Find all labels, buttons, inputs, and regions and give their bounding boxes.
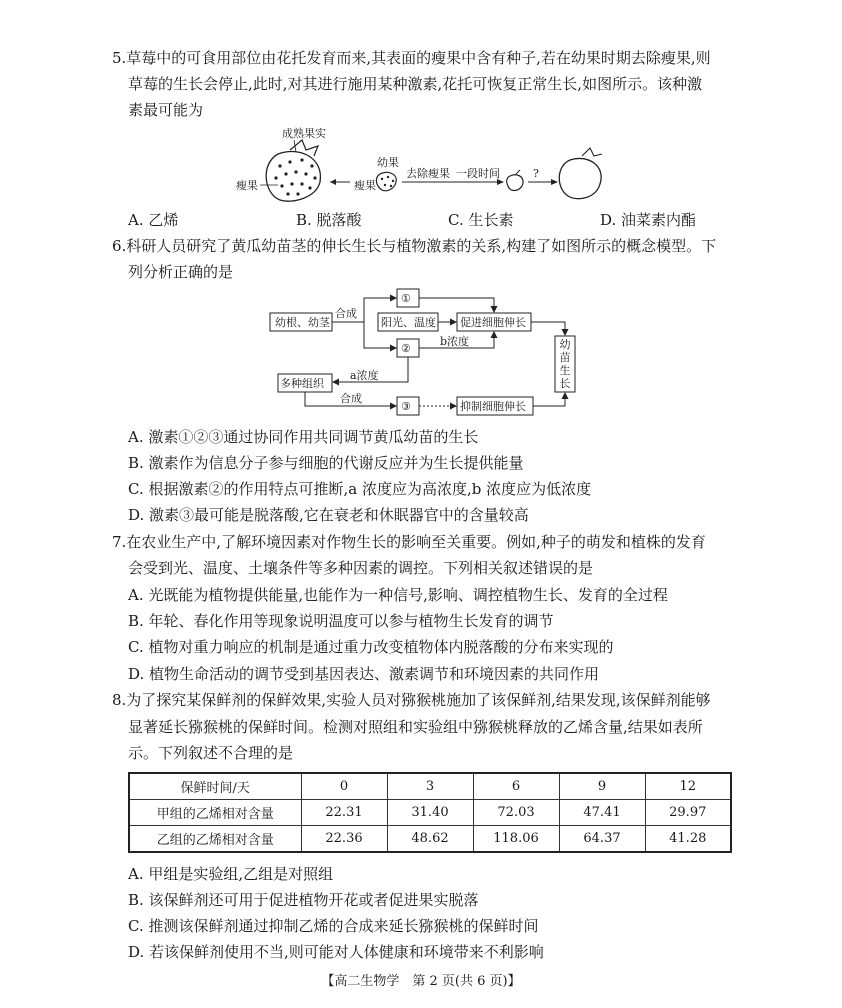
table-cell: 31.40 <box>387 800 473 826</box>
young-fruit-label: 幼果 <box>377 156 399 169</box>
light-temp-text: 阳光、温度 <box>381 316 436 329</box>
q5-options <box>128 207 738 233</box>
large-receptacle-icon <box>559 148 602 199</box>
q6-option-c[interactable]: C. 根据激素②的作用特点可推断,a 浓度应为高浓度,b 浓度应为低浓度 <box>128 480 592 498</box>
young-strawberry-icon <box>376 172 396 190</box>
root-stem-text: 幼根、幼茎 <box>275 316 330 329</box>
q7-option-a[interactable]: A. 光既能为植物提供能量,也能作为一种信号,影响、调控植物生长、发育的全过程 <box>128 586 668 604</box>
q6-stem-line-2: 列分析正确的是 <box>128 263 234 281</box>
promote-text: 促进细胞伸长 <box>460 316 526 329</box>
q6-option-b[interactable]: B. 激素作为信息分子参与细胞的代谢反应并为生长提供能量 <box>128 454 524 472</box>
table-cell: 甲组的乙烯相对含量 <box>129 800 301 826</box>
q7-option-b[interactable]: B. 年轮、春化作用等现象说明温度可以参与植物生长发育的调节 <box>128 612 554 630</box>
table-header-cell: 0 <box>301 773 387 800</box>
q5-option-a[interactable]: A. 乙烯 <box>128 211 179 229</box>
q7-stem-line-2: 会受到光、温度、土壤条件等多种因素的调控。下列相关叙述错误的是 <box>128 559 594 577</box>
q8-option-a[interactable]: A. 甲组是实验组,乙组是对照组 <box>128 865 334 883</box>
tissues-text: 多种组织 <box>280 377 324 390</box>
q6-stem-line-1: 6.科研人员研究了黄瓜幼苗茎的伸长生长与植物激素的关系,构建了如图所示的概念模型。下 <box>112 237 717 255</box>
q7-option-c[interactable]: C. 植物对重力响应的机制是通过重力改变植物体内脱落酸的分布来实现的 <box>128 638 614 656</box>
time-label: 一段时间 <box>456 167 500 180</box>
q8-stem-line-2: 显著延长猕猴桃的保鲜时间。检测对照组和实验组中猕猴桃释放的乙烯含量,结果如表所 <box>128 718 703 736</box>
q8-stem-line-3: 示。下列叙述不合理的是 <box>128 744 294 762</box>
table-cell: 22.31 <box>301 800 387 826</box>
table-header-cell: 9 <box>559 773 645 800</box>
q7-stem-line-1: 7.在农业生产中,了解环境因素对作物生长的影响至关重要。例如,种子的萌发和植株的发育 <box>112 533 706 551</box>
q6-option-d[interactable]: D. 激素③最可能是脱落酸,它在衰老和休眠器官中的含量较高 <box>128 506 529 524</box>
q7-option-d[interactable]: D. 植物生命活动的调节受到基因表达、激素调节和环境因素的共同作用 <box>128 665 600 683</box>
q5-stem-line-3: 素最可能为 <box>128 101 204 119</box>
remove-achene-label: 去除瘦果 <box>406 167 450 180</box>
table-header-cell: 保鲜时间/天 <box>129 773 301 800</box>
table-cell: 29.97 <box>645 800 731 826</box>
table-cell: 64.37 <box>559 826 645 853</box>
table-header-cell: 12 <box>645 773 731 800</box>
table-cell: 乙组的乙烯相对含量 <box>129 826 301 853</box>
strawberry-figure <box>230 124 610 206</box>
synthesis-top-text: 合成 <box>335 307 357 320</box>
q8-option-d[interactable]: D. 若该保鲜剂使用不当,则可能对人体健康和环境带来不利影响 <box>128 943 544 961</box>
q5-option-b[interactable]: B. 脱落酸 <box>296 211 362 229</box>
page-footer: 【高二生物学 第 2 页(共 6 页)】 <box>321 974 521 989</box>
q8-option-c[interactable]: C. 推测该保鲜剂通过抑制乙烯的合成来延长猕猴桃的保鲜时间 <box>128 917 539 935</box>
hormone3-text: ③ <box>401 400 411 413</box>
table-header-cell: 3 <box>387 773 473 800</box>
mature-strawberry-icon <box>266 140 320 201</box>
table-row <box>129 800 731 826</box>
small-receptacle-icon <box>507 170 523 191</box>
table-header-cell: 6 <box>473 773 559 800</box>
q6-option-a[interactable]: A. 激素①②③通过协同作用共同调节黄瓜幼苗的生长 <box>128 428 479 446</box>
q5-option-d[interactable]: D. 油菜素内酯 <box>600 211 697 229</box>
table-cell: 72.03 <box>473 800 559 826</box>
ethylene-table <box>128 772 732 853</box>
table-cell: 47.41 <box>559 800 645 826</box>
a-conc-text: a浓度 <box>350 369 379 382</box>
q8-stem-line-1: 8.为了探究某保鲜剂的保鲜效果,实验人员对猕猴桃施加了该保鲜剂,结果发现,该保鲜剂能够 <box>112 691 711 709</box>
q8-option-b[interactable]: B. 该保鲜剂还可用于促进植物开花或者促进果实脱落 <box>128 891 479 909</box>
hormone2-text: ② <box>401 342 411 355</box>
mature-fruit-label: 成熟果实 <box>282 127 326 140</box>
synthesis-bottom-text: 合成 <box>340 392 362 405</box>
achene-label-left: 瘦果 <box>236 179 258 192</box>
table-cell: 22.36 <box>301 826 387 853</box>
table-cell: 118.06 <box>473 826 559 853</box>
q5-stem-line-1: 5.草莓中的可食用部位由花托发育而来,其表面的瘦果中含有种子,若在幼果时期去除瘦果,则 <box>112 49 711 67</box>
table-cell: 48.62 <box>387 826 473 853</box>
inhibit-text: 抑制细胞伸长 <box>460 400 526 413</box>
hormone1-text: ① <box>401 292 411 305</box>
question-mark-label: ? <box>533 167 539 180</box>
achene-label-right: 瘦果 <box>354 179 376 192</box>
hormone-concept-diagram <box>266 282 584 422</box>
table-header-row <box>129 773 731 800</box>
q5-option-c[interactable]: C. 生长素 <box>448 211 514 229</box>
q5-stem-line-2: 草莓的生长会停止,此时,对其进行施用某种激素,花托可恢复正常生长,如图所示。该种激 <box>128 75 703 93</box>
table-row <box>129 826 731 853</box>
b-conc-text: b浓度 <box>440 335 470 348</box>
seedling-text: 幼苗生长 <box>559 338 571 390</box>
table-cell: 41.28 <box>645 826 731 853</box>
